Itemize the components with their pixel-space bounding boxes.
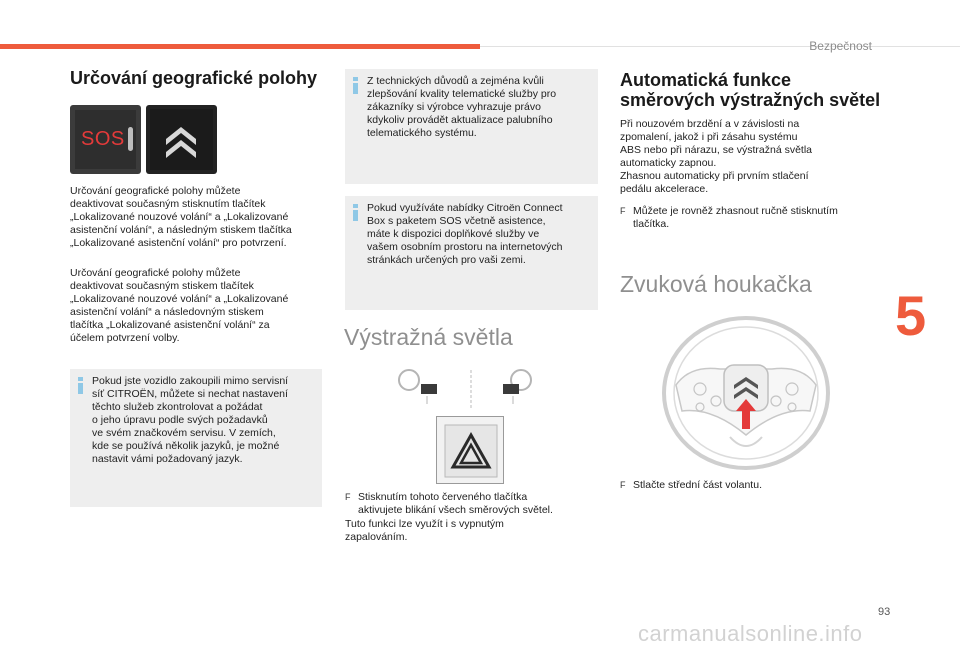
page-number: 93 [878, 606, 891, 618]
hazard-triangle-icon [437, 417, 505, 485]
info-box-telematics [345, 69, 598, 184]
info-box-connect-box [345, 196, 598, 310]
info-icon [353, 204, 358, 221]
hazard-lights-title: Výstražná světla [344, 324, 513, 350]
horn-bullet [620, 479, 880, 492]
info-icon [353, 77, 358, 94]
info-icon [78, 377, 83, 394]
steering-wheel-warning-icons [383, 366, 543, 410]
horn-title: Zvuková houkačka [620, 271, 812, 297]
auto-hazard-para: Při nouzovém brzdění a v závislosti na zpomalení, jakož i při zásahu systému ABS nebo při nárazu, se výstražná světla automaticky zapnou. Zhasnou automaticky při prvním stlačení pedálu akcelerace. [620, 118, 813, 195]
auto-hazard-bullet-text: Můžete je rovněž zhasnout ručně stisknutím tlačítka. [633, 205, 838, 230]
geolocation-para-1: Určování geografické polohy můžete deaktivovat současným stisknutím tlačítek „Lokalizované nouzové volání“ a „Lokalizované asistenční volání“, a následným stiskem tlačítka „Lokalizované asistenční volání“ pro potvrzení. [70, 185, 292, 249]
info-text: Pokud jste vozidlo zakoupili mimo servisní síť CITROËN, můžete si nechat nastavení těchto služeb zkontrolovat a požádat o jeho úpravu podle svých požadavků ve svém značkovém servisu. V zemích, kde se používá několik jazyků, je možné nastavit vámi požadovaný jazyk. [92, 375, 289, 465]
hazard-para: Tuto funkci lze využít i s vypnutým zapalováním. [345, 518, 504, 543]
hazard-button-image [436, 416, 504, 484]
sos-label: SOS [81, 128, 125, 150]
bullet-marker: F [345, 492, 351, 502]
info-box-citroen-service [70, 369, 322, 507]
chapter-number: 5 [895, 284, 927, 347]
bullet-marker: F [620, 206, 626, 216]
geolocation-title: Určování geografické polohy [70, 68, 318, 88]
hazard-bullet [345, 491, 595, 517]
auto-hazard-bullet [620, 205, 880, 231]
info-text: Pokud využíváte nabídky Citroën Connect Box s paketem SOS včetně asistence, máte k dispozici doplňkové služby ve vašem osobním prostoru na internetových stránkách určených pro vaši zemi. [367, 202, 563, 266]
header-accent-bar [0, 44, 480, 49]
watermark-text: carmanualsonline.info [638, 621, 863, 646]
citroen-chevrons-icon [146, 105, 217, 174]
geolocation-para-2: Určování geografické polohy můžete deaktivovat současným stiskem tlačítek „Lokalizované nouzové volání“ a „Lokalizované asistenční volání“ a následovným stiskem tlačítka „Lokalizované asistenční volání“ za účelem potvrzení volby. [70, 267, 289, 344]
steering-wheel-horn-image [660, 315, 832, 470]
info-text: Z technických důvodů a zejména kvůli zlepšování kvality telematické služby pro zákazníky si výrobce vyhrazuje právo kdykoliv provádět aktualizace palubního telematického systému. [367, 75, 557, 139]
section-title: Bezpečnost [809, 39, 872, 53]
horn-bullet-text: Stlačte střední část volantu. [633, 479, 762, 491]
bullet-marker: F [620, 480, 626, 490]
auto-hazard-title: Automatická funkce směrových výstražných světel [620, 70, 881, 110]
sos-button-image [70, 105, 141, 174]
hazard-bullet-text: Stisknutím tohoto červeného tlačítka aktivujete blikání všech směrových světel. [358, 491, 553, 516]
header-divider [480, 46, 960, 47]
citroen-assistance-button-image [146, 105, 217, 174]
